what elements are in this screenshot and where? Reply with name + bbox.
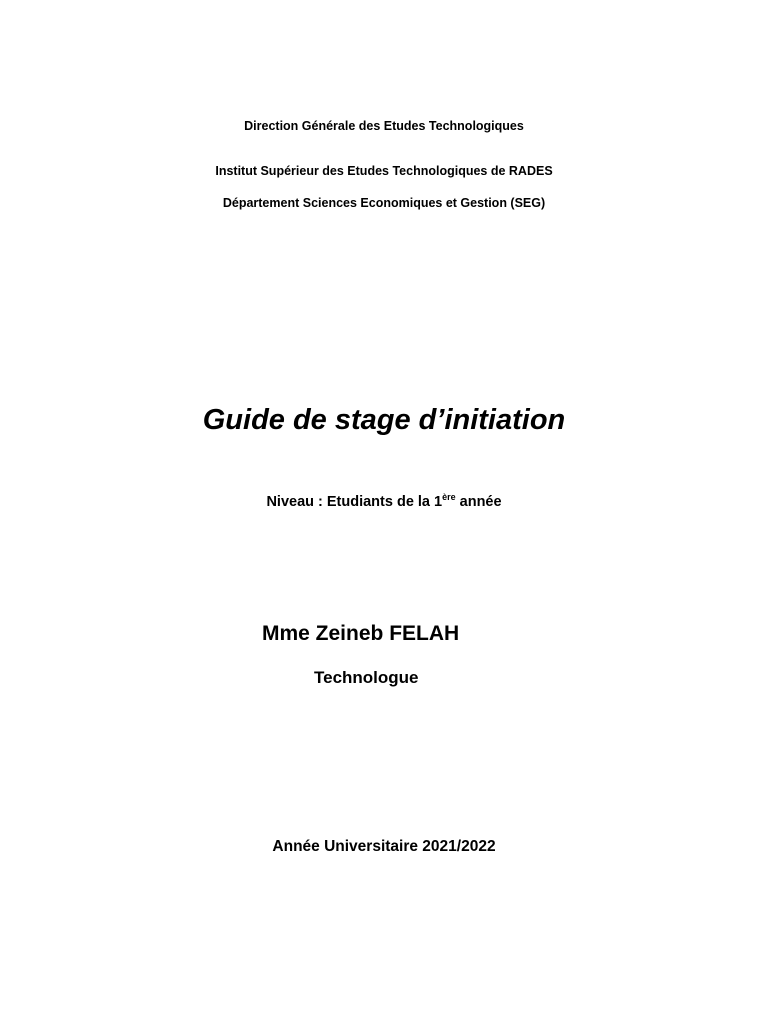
- student-level: [0, 494, 768, 510]
- author-role: Technologue: [314, 668, 419, 687]
- student-level-superscript: ère: [442, 492, 456, 502]
- student-level-prefix: Niveau : Etudiants de la 1: [266, 494, 443, 510]
- academic-year: Année Universitaire 2021/2022: [272, 838, 496, 855]
- department-name: Département Sciences Economiques et Gestion (SEG): [222, 196, 546, 210]
- author-name: Mme Zeineb FELAH: [262, 622, 460, 645]
- document-title: Guide de stage d’initiation: [202, 404, 566, 436]
- institution-direction: Direction Générale des Etudes Technologiques: [244, 119, 524, 133]
- institution-name: Institut Supérieur des Etudes Technologiques de RADES: [215, 164, 553, 178]
- student-level-suffix: année: [455, 494, 502, 510]
